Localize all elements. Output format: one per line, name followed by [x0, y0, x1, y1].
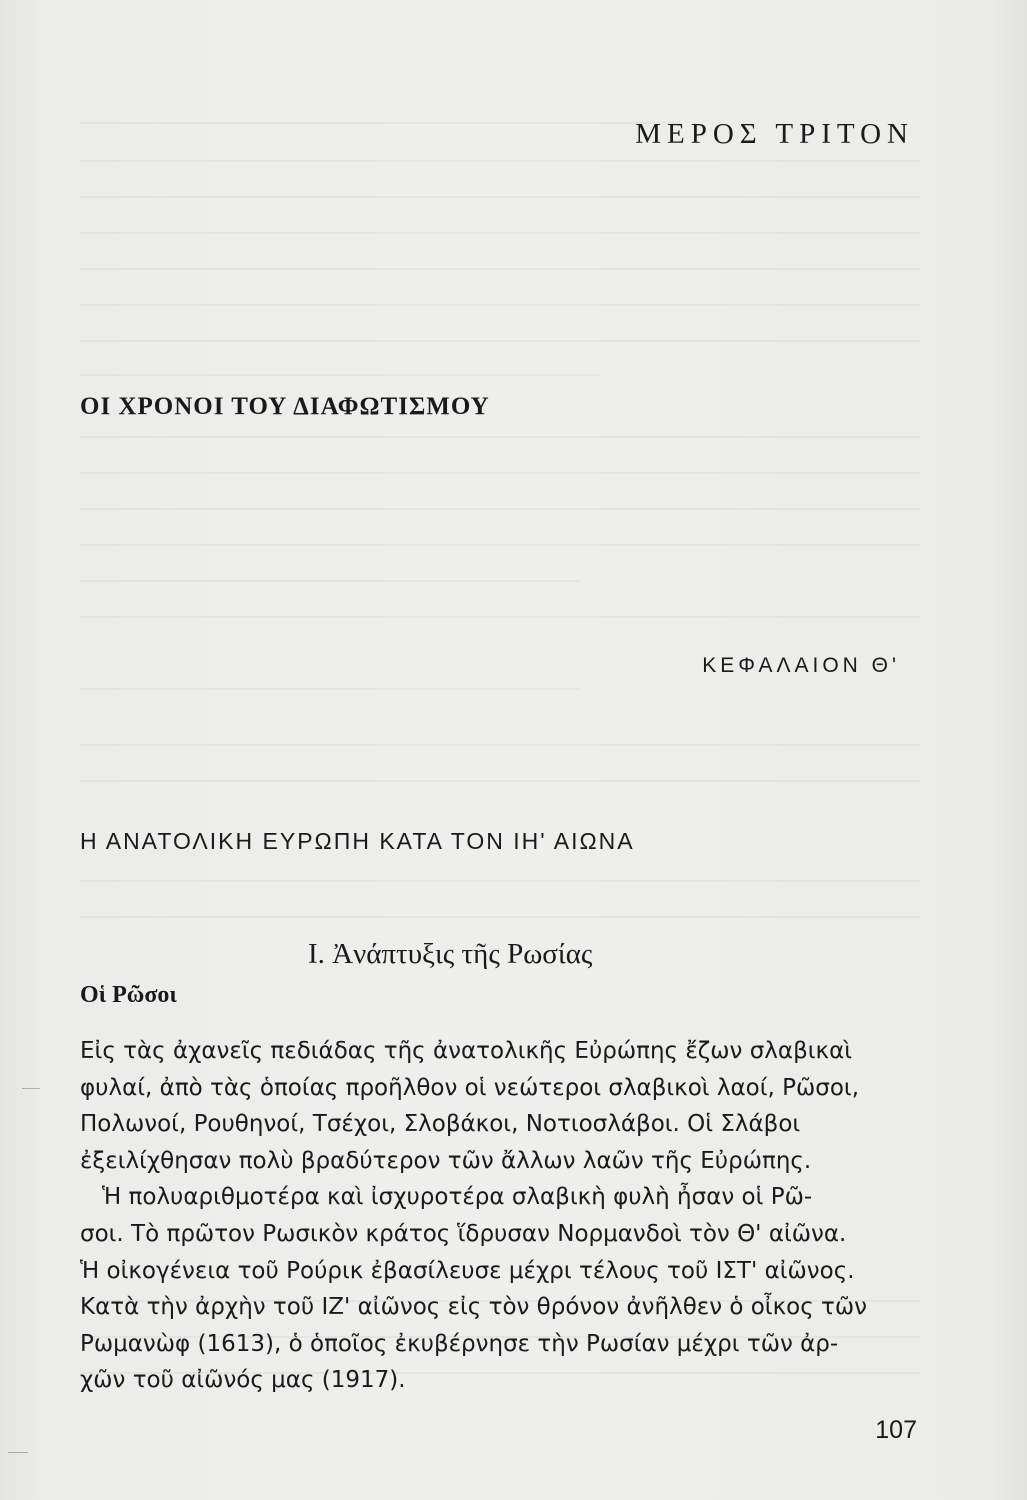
body-line: ἐξειλίχθησαν πολὺ βραδύτερον τῶν ἄλλων λαῶν τῆς Εὐρώπης. — [80, 1147, 812, 1174]
scan-mark — [22, 1088, 40, 1089]
show-through-line — [80, 304, 920, 306]
part-title: ΜΕΡΟΣ ΤΡΙΤΟΝ — [635, 118, 914, 150]
body-line: Πολωνοί, Ρουθηνοί, Τσέχοι, Σλοβάκοι, Νοτιοσλάβοι. Οἱ Σλάβοι — [80, 1111, 801, 1138]
scan-mark — [8, 1452, 28, 1453]
show-through-line — [80, 616, 920, 618]
show-through-line — [80, 472, 920, 474]
show-through-line — [80, 340, 920, 342]
show-through-line — [80, 374, 600, 376]
show-through-line — [80, 436, 920, 438]
body-paragraphs — [80, 1033, 915, 1399]
show-through-line — [80, 580, 580, 582]
body-line: σοι. Τὸ πρῶτον Ρωσικὸν κράτος ἵδρυσαν Νορμανδοὶ τὸν Θ' αἰῶνα. — [80, 1220, 847, 1247]
show-through-line — [80, 916, 920, 918]
show-through-line — [80, 232, 920, 234]
body-line: Ρωμανὼφ (1613), ὁ ὁποῖος ἐκυβέρνησε τὴν Ρωσίαν μέχρι τῶν ἀρ- — [80, 1330, 839, 1357]
body-line: φυλαί, ἀπὸ τὰς ὁποίας προῆλθον οἱ νεώτεροι σλαβικοὶ λαοί, Ρῶσοι, — [80, 1074, 860, 1101]
body-line: χῶν τοῦ αἰῶνός μας (1917). — [80, 1367, 406, 1394]
show-through-line — [80, 688, 580, 690]
show-through-line — [80, 508, 920, 510]
body-line: Κατὰ τὴν ἀρχὴν τοῦ ΙΖ' αἰῶνος εἰς τὸν θρόνον ἀνῆλθεν ὁ οἶκος τῶν — [80, 1294, 867, 1321]
page-number: 107 — [875, 1416, 917, 1444]
body-line: Εἰς τὰς ἀχανεῖς πεδιάδας τῆς ἀνατολικῆς Εὐρώπης ἔζων σλαβικαὶ — [80, 1038, 853, 1064]
show-through-line — [80, 160, 920, 162]
body-line: Ἡ πολυαριθμοτέρα καὶ ἰσχυροτέρα σλαβικὴ φυλὴ ἦσαν οἱ Ρῶ- — [102, 1184, 813, 1211]
show-through-line — [80, 880, 920, 882]
show-through-line — [80, 780, 920, 782]
show-through-line — [80, 544, 920, 546]
subsection-title: Ι. Ἀνάπτυξις τῆς Ρωσίας — [308, 938, 593, 970]
subheading: Οἱ Ρῶσοι — [80, 982, 177, 1008]
show-through-line — [80, 744, 920, 746]
show-through-line — [80, 196, 920, 198]
chapter-label: ΚΕΦΑΛΑΙΟΝ Θ' — [702, 654, 900, 677]
show-through-line — [80, 122, 680, 124]
show-through-line — [80, 268, 920, 270]
body-line: Ἡ οἰκογένεια τοῦ Ρούρικ ἐβασίλευσε μέχρι τέλους τοῦ ΙΣΤ' αἰῶνος. — [80, 1257, 855, 1284]
section-title: ΟΙ ΧΡΟΝΟΙ ΤΟΥ ΔΙΑΦΩΤΙΣΜΟΥ — [80, 393, 490, 420]
chapter-title: Η ΑΝΑΤΟΛΙΚΗ ΕΥΡΩΠΗ ΚΑΤΑ ΤΟΝ ΙΗ' ΑΙΩΝΑ — [80, 828, 635, 854]
